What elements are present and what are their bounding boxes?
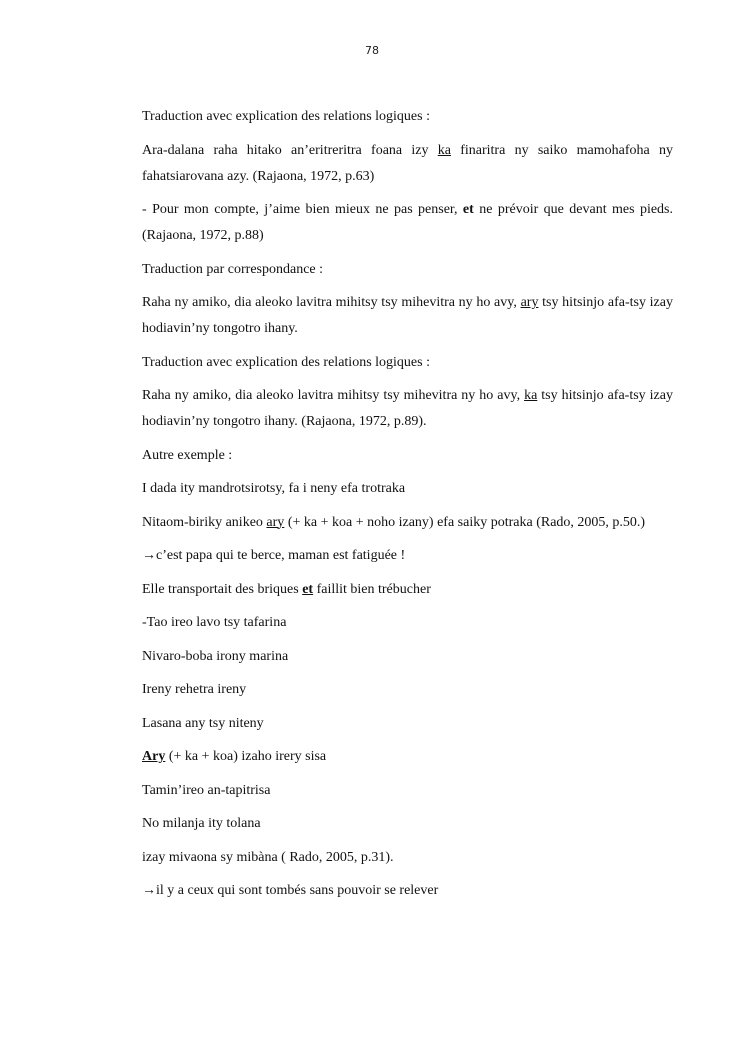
text-run: izay mivaona sy mibàna ( Rado, 2005, p.31).	[142, 849, 394, 865]
text-run: Nivaro-boba irony marina	[142, 648, 289, 664]
page-number: 78	[365, 44, 379, 57]
paragraph	[142, 778, 673, 804]
text-run: I dada ity mandrotsirotsy, fa i neny efa trotraka	[142, 481, 406, 496]
paragraph	[142, 644, 673, 670]
paragraph	[142, 845, 673, 871]
paragraph	[142, 257, 673, 283]
paragraph	[142, 711, 673, 737]
text-run: Nitaom-biriky anikeo	[142, 514, 267, 530]
text-run: →il y a ceux qui sont tombés sans pouvoir se relever	[142, 883, 439, 898]
text-run: Traduction avec explication des relations logiques :	[142, 109, 430, 124]
underlined-connector: ary	[266, 514, 285, 530]
underlined-connector: ary	[520, 295, 539, 310]
paragraph	[142, 610, 673, 636]
paragraph	[142, 350, 673, 376]
text-run: tsy hitsinjo afa-tsy izay hodiavin’ny tongotro ihany.	[142, 295, 673, 336]
paragraph	[142, 878, 673, 904]
text-run: Ireny rehetra ireny	[142, 682, 247, 697]
underlined-connector: ka	[524, 388, 538, 403]
text-run: →c’est papa qui te berce, maman est fatiguée !	[142, 548, 406, 563]
text-run: ne prévoir que devant mes pieds. (Rajaona, 1972, p.88)	[142, 202, 673, 243]
paragraph	[142, 197, 673, 249]
text-run: No milanja ity tolana	[142, 816, 261, 831]
text-run: - Pour mon compte, j’aime bien mieux ne pas penser,	[142, 202, 463, 217]
text-run: Ara-dalana raha hitako an’eritreritra foana izy	[142, 142, 438, 158]
text-run: Traduction avec explication des relations logiques :	[142, 354, 430, 370]
bold-underlined-connector: et	[302, 581, 314, 597]
text-run: faillit bien trébucher	[313, 581, 431, 597]
text-run: Raha ny amiko, dia aleoko lavitra mihitsy tsy mihevitra ny ho avy,	[142, 295, 521, 310]
text-run: Traduction par correspondance :	[142, 261, 324, 277]
text-run: (+ ka + koa + noho izany) efa saiky potraka (Rado, 2005, p.50.)	[284, 514, 646, 530]
paragraph	[142, 290, 673, 342]
paragraph	[142, 104, 673, 130]
bold-underlined-connector: Ary	[142, 749, 166, 764]
paragraph	[142, 476, 673, 502]
paragraph	[142, 811, 673, 837]
text-run: Lasana any tsy niteny	[142, 715, 264, 731]
text-run: (+ ka + koa) izaho irery sisa	[165, 749, 327, 764]
paragraph	[142, 138, 673, 190]
bold-connector: et	[462, 202, 474, 217]
paragraph	[142, 383, 673, 435]
text-run: Raha ny amiko, dia aleoko lavitra mihitsy tsy mihevitra ny ho avy,	[142, 388, 525, 403]
page-body	[142, 104, 673, 912]
paragraph	[142, 543, 673, 569]
paragraph	[142, 577, 673, 603]
underlined-connector: ka	[437, 142, 451, 158]
text-run: finaritra ny saiko mamohafoha ny fahatsiarovana azy. (Rajaona, 1972, p.63)	[142, 142, 673, 184]
text-run: Elle transportait des briques	[142, 581, 303, 597]
text-run: tsy hitsinjo afa-tsy izay hodiavin’ny tongotro ihany. (Rajaona, 1972, p.89).	[142, 388, 673, 429]
paragraph	[142, 744, 673, 770]
text-run: -Tao ireo lavo tsy tafarina	[142, 615, 287, 630]
text-run: Tamin’ireo an-tapitrisa	[142, 782, 271, 798]
paragraph	[142, 677, 673, 703]
text-run: Autre exemple :	[142, 447, 233, 463]
paragraph	[142, 443, 673, 469]
paragraph	[142, 510, 673, 536]
